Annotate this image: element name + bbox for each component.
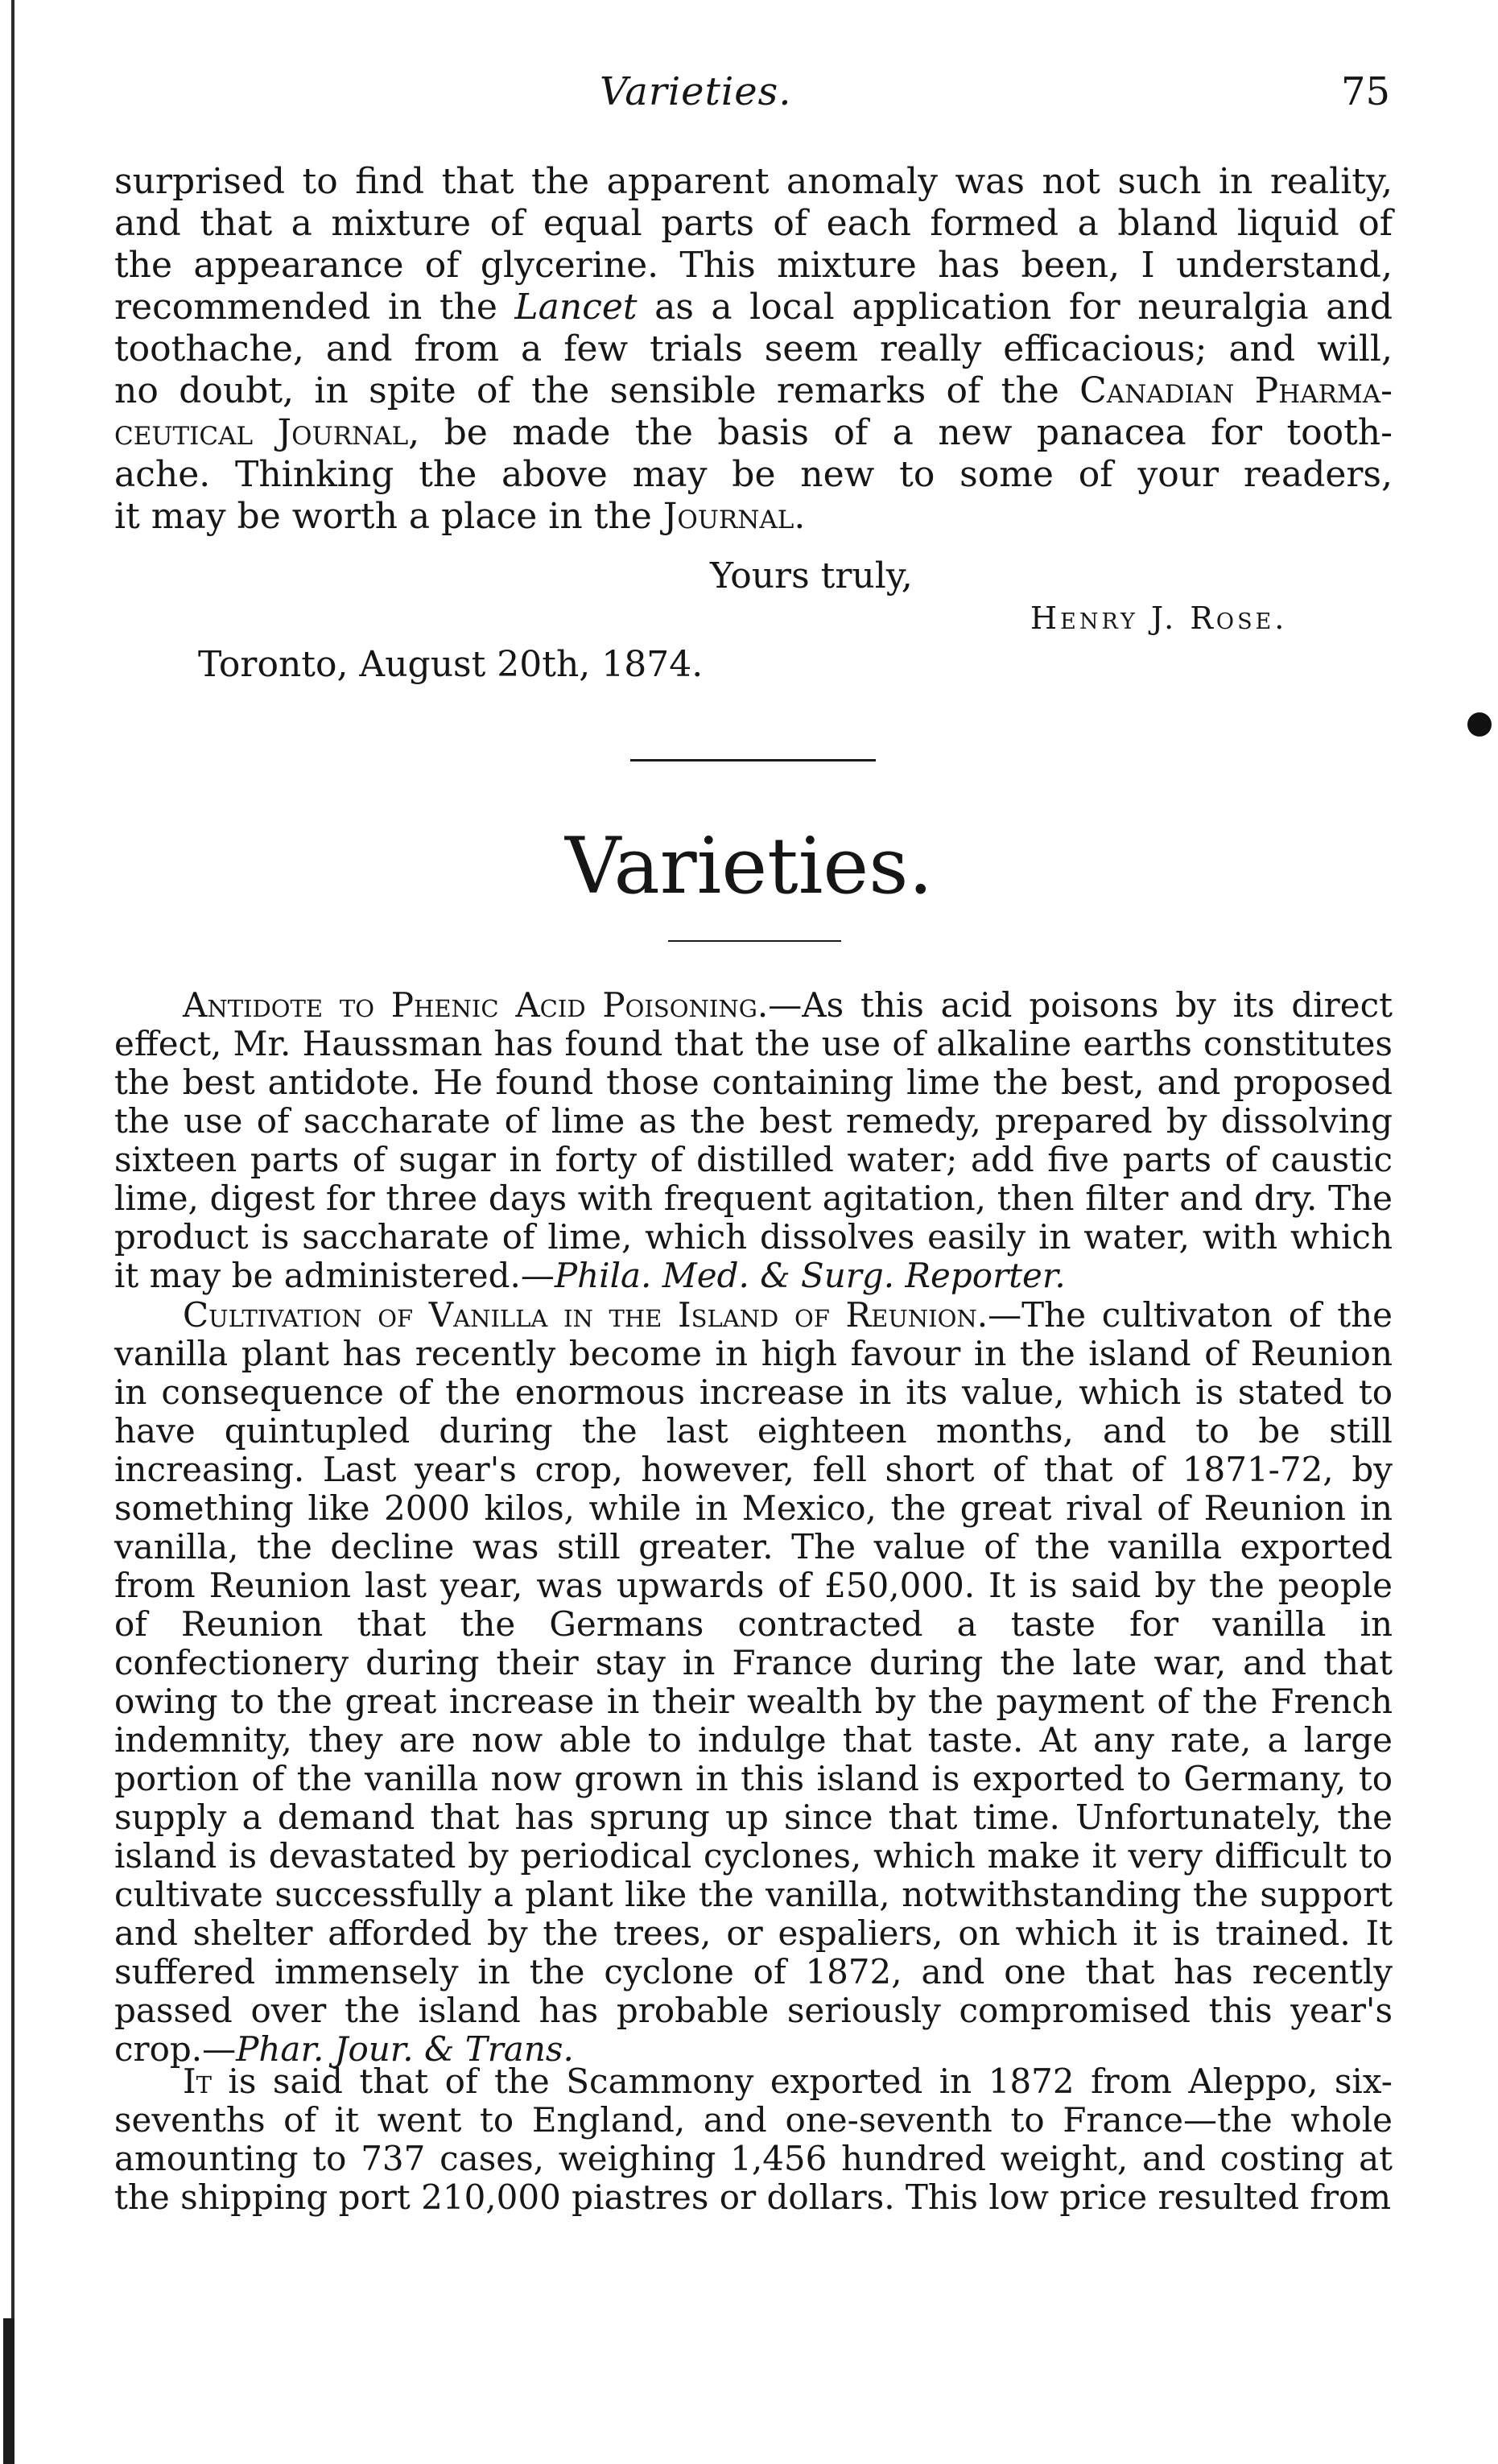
letter-line: ache. Thinking the above may be new to some of your readers, — [114, 454, 1393, 495]
letter-line: surprised to find that the apparent anomaly was not such in reality, — [114, 161, 1393, 202]
letter-signature: Henry J. Rose. — [1030, 601, 1288, 636]
item-phenic-acid — [114, 986, 1393, 1295]
letter-line: and that a mixture of equal parts of each formed a bland liquid of — [114, 203, 1393, 244]
letter-line: recommended in the Lancet as a local application for neuralgia and — [114, 287, 1393, 328]
running-head — [0, 69, 1498, 126]
letter-line: toothache, and from a few trials seem really efficacious; and will, — [114, 328, 1393, 369]
item-scammony — [114, 2062, 1393, 2217]
letter-line: it may be worth a place in the Journal. — [114, 496, 806, 537]
item-heading: Cultivation of Vanilla in the Island of Reunion. — [183, 1295, 988, 1335]
item-body: is said that of the Scammony exported in 1872 from Aleppo, six-sevenths of it went to England, and one-seventh to France—the whole amounting to 737 cases, weighing 1,456 hundred weight, and costing at the shipping port 210,000 piastres or dollars. This low price resulted from — [114, 2062, 1393, 2217]
journal-name: ceutical Journal — [114, 412, 409, 453]
item-vanilla — [114, 1296, 1393, 2069]
item-paragraph — [114, 986, 1393, 1295]
journal-name: Canadian Pharma- — [1079, 370, 1393, 411]
letter-closing: Yours truly, — [710, 555, 913, 596]
item-paragraph — [114, 2062, 1393, 2217]
section-title: Varieties. — [564, 821, 934, 911]
letter-line: the appearance of glycerine. This mixture has been, I understand, — [114, 245, 1393, 286]
letter-place-date: Toronto, August 20th, 1874. — [198, 644, 704, 685]
journal-name: Journal — [662, 496, 794, 537]
binding-shadow — [3, 2318, 14, 2464]
item-body: —As this acid poisons by its direct effect, Mr. Haussman has found that the use of alkaline earths constitutes the best antidote. He found those containing lime the best, and proposed the use of saccharate of lime as the best remedy, prepared by dissolving sixteen parts of sugar in forty of distilled water; add five parts of caustic lime, digest for three days with frequent agitation, then filter and dry. The product is saccharate of lime, which dissolves easily in water, with which it may be administered.— — [114, 985, 1393, 1295]
running-head-title: Varieties. — [600, 69, 792, 114]
letter-line: no doubt, in spite of the sensible remarks of the Canadian Pharma- — [114, 370, 1393, 411]
binding-edge — [11, 0, 14, 2464]
item-source: Phar. Jour. & Trans. — [236, 2029, 574, 2069]
letter-continuation — [114, 161, 1393, 538]
item-lead: It — [183, 2062, 212, 2101]
title-underline-rule — [668, 940, 841, 942]
item-source: Phila. Med. & Surg. Reporter. — [554, 1256, 1066, 1295]
letter-line: ceutical Journal, be made the basis of a new panacea for tooth- — [114, 412, 1393, 453]
margin-dot — [1467, 712, 1492, 737]
item-heading: Antidote to Phenic Acid Poisoning. — [183, 985, 769, 1025]
section-divider-rule — [630, 759, 876, 761]
page-number: 75 — [1341, 69, 1391, 114]
lancet-title: Lancet — [514, 287, 638, 328]
item-body: —The cultivaton of the vanilla plant has recently become in high favour in the island of Reunion in consequence of the enormous increase in its value, which is stated to have quintupled during the last eighteen months, and to be still increasing. Last year's crop, however, fell short of that of 1871-72, by something like 2000 kilos, while in Mexico, the great rival of Reunion in vanilla, the decline was still greater. The value of the vanilla exported from Reunion last year, was upwards of £50,000. It is said by the people of Reunion that the Germans contracted a taste for vanilla in confectionery during their stay in France during the late war, and that owing to the great increase in their wealth by the payment of the French indemnity, they are now able to indulge that taste. At any rate, a large portion of the vanilla now grown in this island is exported to Germany, to supply a demand that has sprung up since that time. Unfortunately, the island is devastated by periodical cyclones, which make it very difficult to cultivate successfully a plant like the vanilla, notwithstanding the support and shelter afforded by the trees, or espaliers, on which it is trained. It suffered immensely in the cyclone of 1872, and one that has recently passed over the island has probable seriously compromised this year's crop.— — [114, 1295, 1393, 2069]
item-paragraph — [114, 1296, 1393, 2069]
